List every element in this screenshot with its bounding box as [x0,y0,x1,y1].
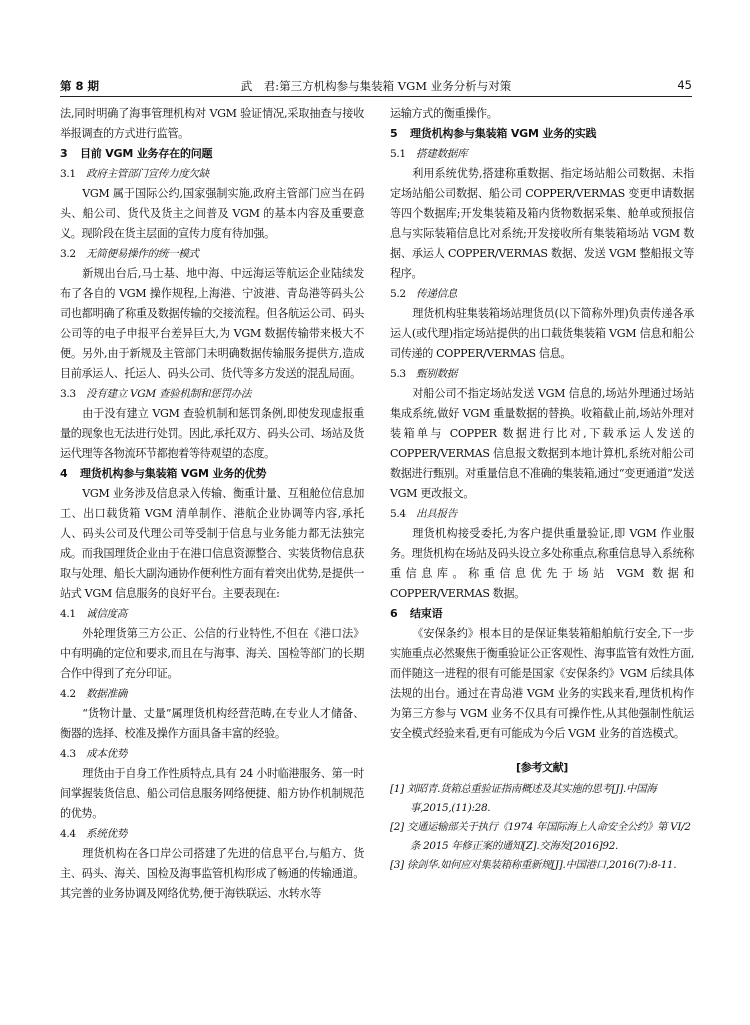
issue-number: 第 8 期 [60,79,100,93]
section-heading: 5 理货机构参与集装箱 VGM 业务的实践 [390,127,597,140]
paragraph: VGM 属于国际公约,国家强制实施,政府主管部门应当在码头、船公司、货代及货主之间普及 VGM 的基本内容及重要意义。现阶段在货主层面的宣传力度有待加强。 [60,187,364,240]
subsection-heading: 3.2 无简便易操作的统一模式 [60,248,199,260]
section-heading: 6 结束语 [390,607,443,620]
paragraph: 外轮理货第三方公正、公信的行业特性,不但在《港口法》中有明确的定位和要求,而且在与海事、海关、国检等部门的长期合作中得到了充分印证。 [60,627,365,680]
subsection-heading: 3.3 没有建立 VGM 查验机制和惩罚办法 [60,388,252,400]
reference-item: [1] 刘昭青.货箱总重验证指南概述及其实施的思考[J].中国海事,2015,(11):28. [390,783,657,814]
running-title: 武 君:第三方机构参与集装箱 VGM 业务分析与对策 [240,79,512,93]
subsection-heading: 3.1 政府主管部门宣传力度欠缺 [60,168,209,180]
subsection-heading: 4.4 系统优势 [60,828,127,840]
reference-item: [2] 交通运输部关于执行《1974 年国际海上人命安全公约》第 VI/2 条 2015 年修正案的通知[Z].交海发[2016]92. [390,821,691,852]
subsection-heading: 5.1 搭建数据库 [390,148,468,160]
paragraph: 理货机构接受委托,为客户提供重量验证,即 VGM 作业服务。理货机构在场站及码头设立多处称重点,称重信息导入系统称重信息库。称重信息优先于场站 VGM 数据和 COPPER/VERMAS 数据。 [390,527,695,600]
paragraph: 由于没有建立 VGM 查验机制和惩罚条例,即使发现虚报重量的现象也无法进行处罚。因此,承托双方、码头公司、场站及货运代理等各物流环节都抱着等待观望的态度。 [60,407,365,460]
references-heading: [参考文献] [516,761,568,774]
left-column [60,104,364,904]
subsection-heading: 4.1 诚信度高 [60,608,127,620]
running-header [60,78,692,96]
paragraph: 理货机构驻集装箱场站理货员(以下简称外理)负责传递各承运人(或代理)指定场站提供的出口载货集装箱 VGM 信息和船公司传递的 COPPER/VERMAS 信息。 [390,307,694,360]
paragraph: 新规出台后,马士基、地中海、中远海运等航运企业陆续发布了各自的 VGM 操作规程,上海港、宁波港、青岛港等码头公司也都明确了称重及数据传输的交接流程。但各航运公司、码头公司等的电子申报平台差异巨大,为 VGM 数据传输带来极大不便。另外,由于新规及主管部门未明确数据传输服务提供方,造成目前承运人、托运人、码头公司、货代等多方发送的混乱局面。 [60,267,364,380]
paragraph: 理货由于自身工作性质特点,具有 24 小时临港服务、第一时间掌握装货信息、船公司信息服务网络便捷、船方协作机制规范的优势。 [60,767,364,820]
paragraph: 对船公司不指定场站发送 VGM 信息的,场站外理通过场站集成系统,做好 VGM 重量数据的替换。收箱截止前,场站外理对装箱单与 COPPER 数据进行比对,下载承运人发送的 COPPER/VERMAS 信息报文数据到本地计算机,系统对船公司数据进行甄别。对重量信息不准确的集装箱,通过“变更通道”发送 VGM 更改报文。 [390,387,694,500]
paragraph: 理货机构在各口岸公司搭建了先进的信息平台,与船方、货主、码头、海关、国检及海事监管机构形成了畅通的传输通道。其完善的业务协调及网络优势,便于海铁联运、水转水等 [60,847,364,900]
paragraph: 法,同时明确了海事管理机构对 VGM 验证情况,采取抽查与接收举报调查的方式进行监管。 [60,107,364,140]
reference-item: [3] 徐剑华.如何应对集装箱称重新规[J].中国港口,2016(7):8-11. [390,859,677,871]
paragraph: 利用系统优势,搭建称重数据、指定场站船公司数据、未指定场站船公司数据、船公司 COPPER/VERMAS 变更申请数据等四个数据库;开发集装箱及箱内货物数据采集、舱单或预报信息与实际装箱信息比对系统;开发接收所有集装箱场站 VGM 数据、承运人 COPPER/VERMAS 数据、发送 VGM 整船报文等程序。 [390,167,694,280]
paragraph: 运输方式的衡重操作。 [390,107,498,120]
section-heading: 3 目前 VGM 业务存在的问题 [60,147,213,160]
subsection-heading: 5.4 出具报告 [390,508,457,520]
right-column [390,104,694,875]
subsection-heading: 5.3 甄别数据 [390,368,457,380]
subsection-heading: 4.3 成本优势 [60,748,127,760]
header-rule [60,96,692,97]
subsection-heading: 4.2 数据准确 [60,688,127,700]
section-heading: 4 理货机构参与集装箱 VGM 业务的优势 [60,467,267,480]
subsection-heading: 5.2 传递信息 [390,288,457,300]
paragraph: 《安保条约》根本目的是保证集装箱船舶航行安全,下一步实施重点必然聚焦于衡重验证公正客观性、海事监管有效性方面,而伴随这一进程的很有可能是国家《安保条约》VGM 后续具体法规的出台。通过在青岛港 VGM 业务的实践来看,理货机构作为第三方参与 VGM 业务不仅具有可操作性,从其他强制性航运安全模式经验来看,更有可能成为今后 VGM 业务的首选模式。 [390,627,695,740]
paragraph: “货物计量、丈量”属理货机构经营范畴,在专业人才储备、衡器的选择、校准及操作方面具备丰富的经验。 [60,707,364,740]
paragraph: VGM 业务涉及信息录入传输、衡重计量、互租舱位信息加工、出口载货箱 VGM 清单制作、港航企业协调等内容,承托人、码头公司及代理公司等受制于信息与业务能力都无法独完成。而我国理货企业由于在港口信息资源整合、实装货物信息获取与处理、船长大副沟通协作便利性方面有着突出优势,是提供一站式 VGM 信息服务的良好平台。主要表现在: [60,487,365,600]
page-number: 45 [677,78,692,92]
